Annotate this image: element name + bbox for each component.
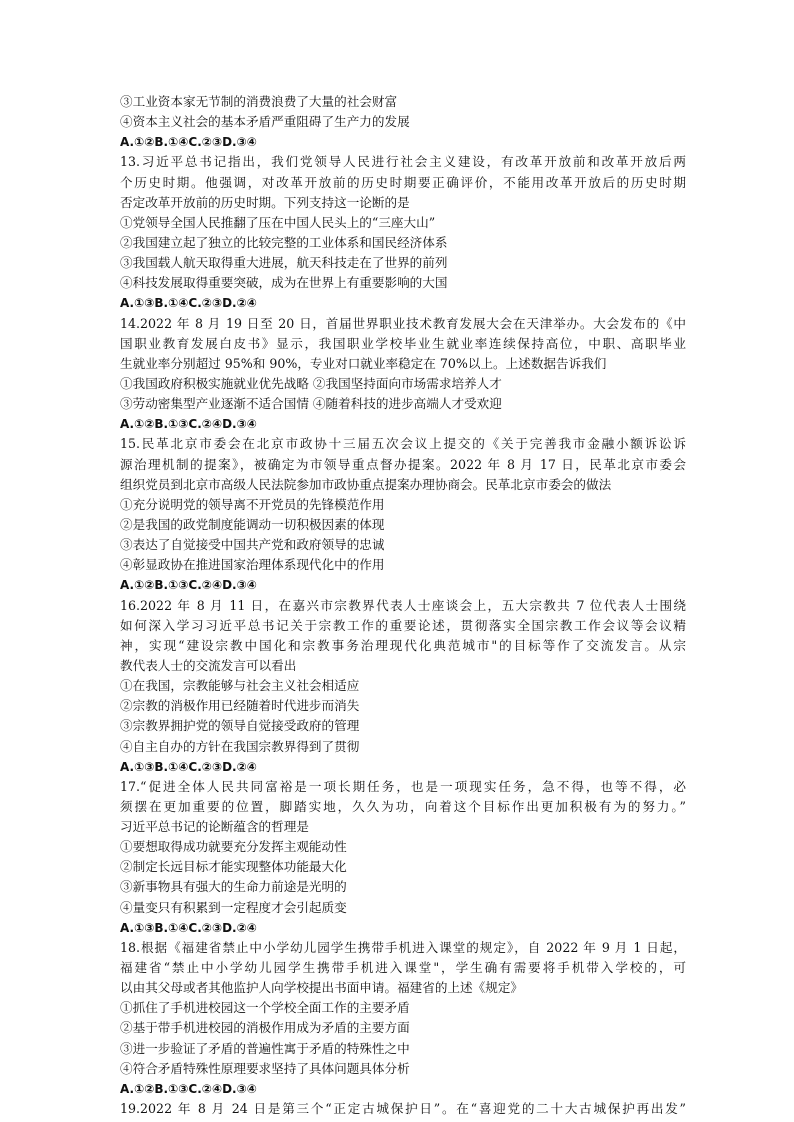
question-stem-line: 神，实现“建设宗教中国化和宗教事务治理现代化典范城市"的目标等作了交流发言。从宗 bbox=[120, 637, 686, 653]
question-16 bbox=[120, 596, 686, 777]
option-line: ③工业资本家无节制的消费浪费了大量的社会财富 bbox=[120, 94, 398, 109]
option-line: ③表达了自觉接受中国共产党和政府领导的忠诚 bbox=[120, 537, 385, 553]
option-line: ④符合矛盾特殊性原理要求坚持了具体问题具体分析 bbox=[120, 1060, 410, 1076]
exam-page bbox=[120, 92, 686, 1119]
option-line: ④量变只有积累到一定程度才会引起质变 bbox=[120, 899, 347, 915]
option-line: ②我国建立起了独立的比较完整的工业体系和国民经济体系 bbox=[120, 234, 448, 250]
question-19 bbox=[120, 1099, 686, 1119]
option-line: ③劳动密集型产业逐渐不适合国情 ④随着科技的进步高端人才受欢迎 bbox=[120, 396, 502, 412]
question-12-tail bbox=[120, 92, 686, 152]
option-line: ②宗教的消极作用已经随着时代进步而消失 bbox=[120, 698, 360, 714]
question-stem-line: 如何深入学习习近平总书记关于宗教工作的重要论述，贯彻落实全国宗教工作会议等会议精 bbox=[120, 617, 686, 633]
question-stem-line: 以由其父母或者其他监护人向学校提出书面申请。福建省的上述《规定》 bbox=[120, 980, 523, 996]
question-stem-line: 生就业率分别超过 95%和 90%，专业对口就业率稳定在 70%以上。上述数据告诉我们 bbox=[120, 355, 607, 371]
answer-choices: A.①③B.①④C.②③D.②④ bbox=[120, 920, 257, 935]
answer-choices: A.①②B.①③C.②④D.③④ bbox=[120, 417, 257, 432]
answer-choices: A.①②B.①③C.②④D.③④ bbox=[120, 578, 257, 593]
option-line: ①党领导全国人民推翻了压在中国人民头上的“三座大山” bbox=[120, 214, 436, 230]
option-line: ③进一步验证了矛盾的普遍性寓于矛盾的特殊性之中 bbox=[120, 1040, 410, 1056]
answer-choices: A.①③B.①④C.②③D.②④ bbox=[120, 759, 257, 774]
question-stem-line: 否定改革开放前的历史时期。下列支持这一论断的是 bbox=[120, 194, 410, 210]
question-stem-line: 组织党员到北京市高级人民法院参加市政协重点提案办理协商会。民革北京市委会的做法 bbox=[120, 476, 612, 492]
question-stem-line: 16.2022 年 8 月 11 日，在嘉兴市宗教界代表人士座谈会上，五大宗教共 7 位代表人士围绕 bbox=[120, 597, 686, 613]
question-stem-line: 19.2022 年 8 月 24 日是第三个“正定古城保护日”。在“喜迎党的二十大古城保护再出发” bbox=[120, 1101, 686, 1117]
question-stem-line: 个历史时期。他强调，对改革开放前的历史时期要正确评价，不能用改革开放后的历史时期 bbox=[120, 174, 686, 190]
question-13 bbox=[120, 152, 686, 313]
option-line: ①要想取得成功就要充分发挥主观能动性 bbox=[120, 839, 347, 855]
question-stem-line: 国职业教育发展白皮书》显示，我国职业学校毕业生就业率连续保持高位，中职、高职毕业 bbox=[120, 335, 686, 351]
question-17 bbox=[120, 777, 686, 938]
option-line: ④科技发展取得重要突破，成为在世界上有重要影响的大国 bbox=[120, 275, 448, 291]
option-line: ①充分说明党的领导离不开党员的先锋模范作用 bbox=[120, 496, 385, 512]
question-stem-line: 18.根据《福建省禁止中小学幼儿园学生携带手机进入课堂的规定》，自 2022 年 9 月 1 日起， bbox=[120, 939, 686, 955]
option-line: ③宗教界拥护党的领导自觉接受政府的管理 bbox=[120, 718, 360, 734]
question-stem-line: 15.民革北京市委会在北京市政协十三届五次会议上提交的《关于完善我市金融小额诉讼诉 bbox=[120, 436, 686, 452]
option-line: ②制定长远目标才能实现整体功能最大化 bbox=[120, 859, 347, 875]
question-stem-line: 17.“促进全体人民共同富裕是一项长期任务，也是一项现实任务，急不得，也等不得，必 bbox=[120, 778, 686, 794]
option-line: ①在我国，宗教能够与社会主义社会相适应 bbox=[120, 678, 360, 694]
option-line: ②是我国的政党制度能调动一切积极因素的体现 bbox=[120, 516, 385, 532]
option-line: ②基于带手机进校园的消极作用成为矛盾的主要方面 bbox=[120, 1020, 410, 1036]
question-stem-line: 14.2022 年 8 月 19 日至 20 日，首届世界职业技术教育发展大会在天津举办。大会发布的《中 bbox=[120, 315, 686, 331]
question-15 bbox=[120, 434, 686, 595]
option-line: ①我国政府积极实施就业优先战略 ②我国坚持面向市场需求培养人才 bbox=[120, 375, 502, 391]
question-stem-line: 须摆在更加重要的位置，脚踏实地，久久为功，向着这个目标作出更加积极有为的努力。” bbox=[120, 798, 686, 814]
answer-choices: A.①②B.①③C.②④D.③④ bbox=[120, 1081, 257, 1096]
answer-choices: A.①③B.①④C.②③D.②④ bbox=[120, 296, 257, 311]
option-line: ③新事物具有强大的生命力前途是光明的 bbox=[120, 879, 347, 895]
question-stem-line: 13.习近平总书记指出，我们党领导人民进行社会主义建设，有改革开放前和改革开放后两 bbox=[120, 154, 686, 170]
question-stem-line: 习近平总书记的论断蕴含的哲理是 bbox=[120, 819, 309, 835]
question-stem-line: 教代表人士的交流发言可以看出 bbox=[120, 657, 297, 673]
option-line: ③我国载人航天取得重大进展，航天科技走在了世界的前列 bbox=[120, 255, 448, 271]
question-14 bbox=[120, 314, 686, 435]
option-line: ④自主自办的方针在我国宗教界得到了贯彻 bbox=[120, 738, 360, 754]
option-line: ④彰显政协在推进国家治理体系现代化中的作用 bbox=[120, 557, 385, 573]
option-line: ④资本主义社会的基本矛盾严重阻碍了生产力的发展 bbox=[120, 114, 410, 130]
answer-choices: A.①②B.①④C.②③D.③④ bbox=[120, 135, 257, 150]
question-18 bbox=[120, 938, 686, 1099]
option-line: ①抓住了手机进校园这一个学校全面工作的主要矛盾 bbox=[120, 1000, 410, 1016]
question-stem-line: 福建省“禁止中小学幼儿园学生携带手机进入课堂"，学生确有需要将手机带入学校的，可 bbox=[120, 960, 686, 976]
question-stem-line: 源治理机制的提案》，被确定为市领导重点督办提案。2022 年 8 月 17 日，民革北京市委会 bbox=[120, 456, 686, 472]
